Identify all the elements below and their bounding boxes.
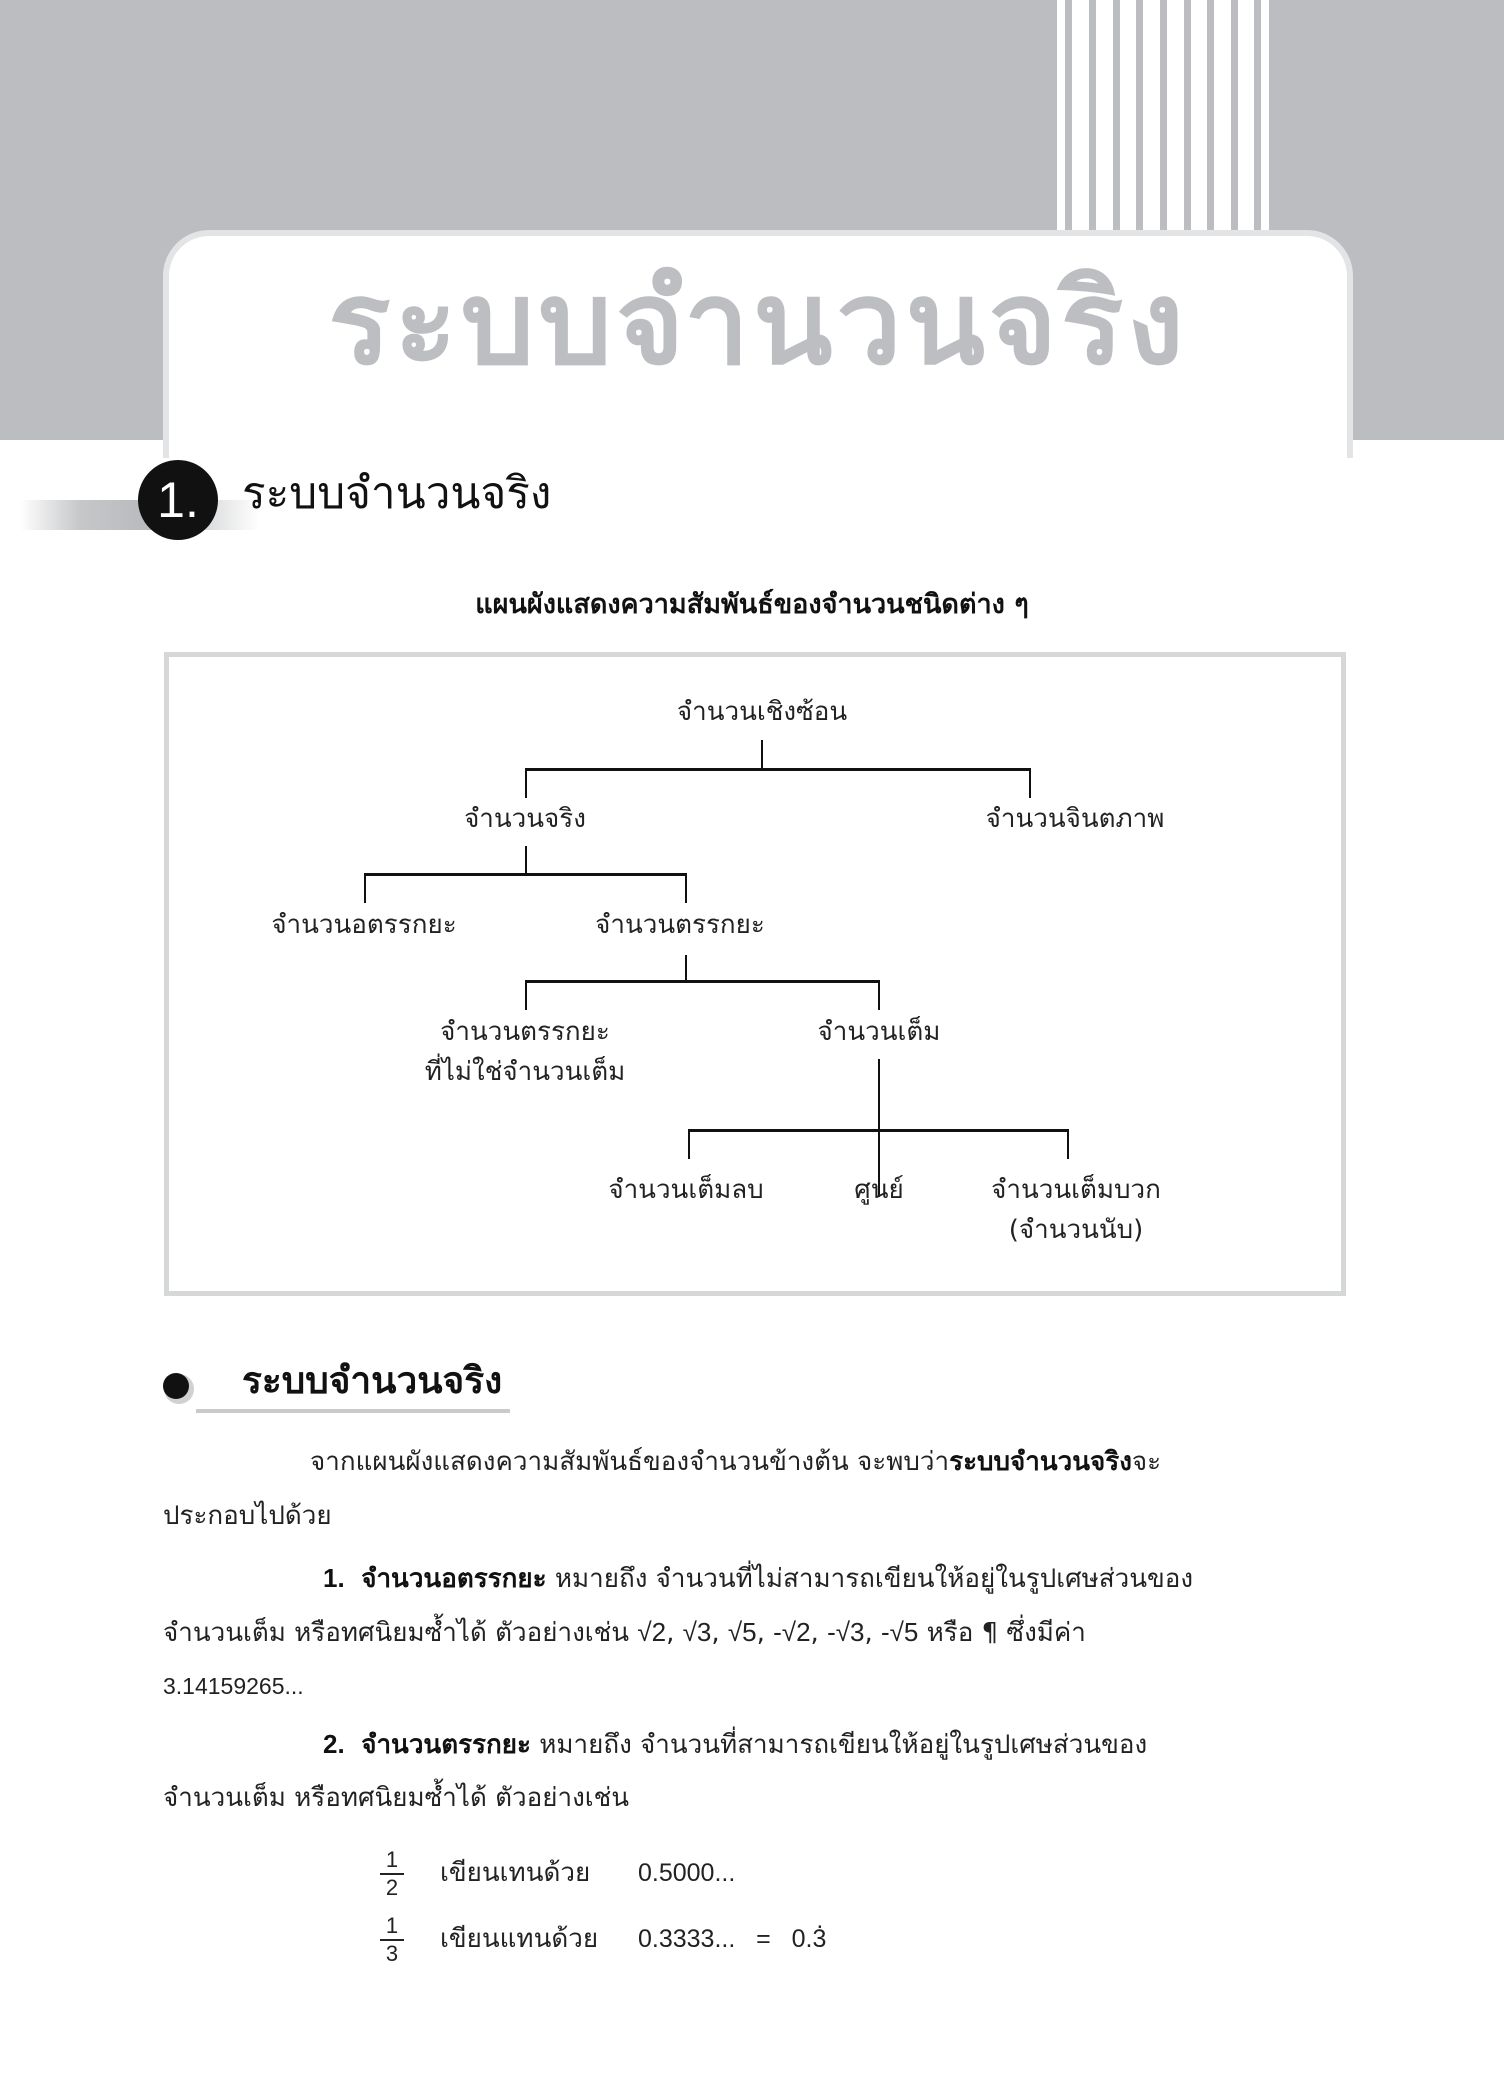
stripe <box>1231 0 1238 230</box>
number-hierarchy-diagram <box>164 652 1346 1296</box>
sqrt-2: √2 <box>637 1617 667 1647</box>
chapter-title-card <box>163 230 1353 458</box>
neg-sqrt-2: -√2 <box>773 1617 811 1647</box>
item1-term: จำนวนอตรรกยะ <box>361 1564 547 1594</box>
node-zero: ศูนย์ <box>854 1175 904 1205</box>
numerator: 1 <box>385 1847 399 1872</box>
node-irrational: จำนวนอตรรกยะ <box>271 910 457 940</box>
intro-text: จากแผนผังแสดงความสัมพันธ์ของจำนวนข้างต้น จะพบว่า <box>310 1447 950 1477</box>
item1-line3: 3.14159265... <box>163 1673 304 1699</box>
item2-line1 <box>323 1724 1147 1765</box>
neg-sqrt-5: -√5 <box>880 1617 919 1647</box>
bullet-icon <box>163 1373 189 1399</box>
stripe <box>1089 0 1096 230</box>
stripe <box>1136 0 1143 230</box>
item1-text: หรือ <box>918 1618 982 1648</box>
numerator: 1 <box>385 1913 399 1938</box>
subsection-underline <box>196 1409 510 1413</box>
decorative-stripes <box>1057 0 1269 230</box>
chapter-title: ระบบจำนวนจริง <box>328 256 1188 391</box>
connector <box>878 980 880 1010</box>
node-label-line1: จำนวนเต็มบวก <box>991 1175 1161 1205</box>
connector <box>525 980 527 1010</box>
connector <box>525 980 880 983</box>
node-label-line2: ที่ไม่ใช่จำนวนเต็ม <box>424 1057 626 1087</box>
stripe <box>1160 0 1167 230</box>
connector <box>525 768 527 798</box>
connector <box>685 873 687 903</box>
pi-symbol: ¶ <box>981 1618 999 1648</box>
example-text: เขียนเทนด้วย <box>440 1858 591 1888</box>
item1-line2: จำนวนเต็ม หรือทศนิยมซ้ำได้ ตัวอย่างเช่น √2, √3, √5, -√2, -√3, -√5 หรือ ¶ ซึ่งมีค่า <box>163 1617 1086 1648</box>
connector <box>688 1129 690 1159</box>
connector <box>1029 768 1031 798</box>
intro-text: จะ <box>1131 1447 1162 1477</box>
item1-definition: หมายถึง จำนวนที่ไม่สามารถเขียนให้อยู่ในรูปเศษส่วนของ <box>546 1564 1194 1594</box>
section-number-badge: 1. <box>138 460 218 540</box>
connector <box>685 955 687 983</box>
example-value <box>638 1919 826 1959</box>
intro-paragraph-line2: ประกอบไปด้วย <box>163 1501 332 1531</box>
stripe <box>1254 0 1261 230</box>
intro-paragraph-line1 <box>310 1442 1161 1482</box>
node-rational: จำนวนตรรกยะ <box>595 910 765 940</box>
node-complex: จำนวนเชิงซ้อน <box>676 697 848 727</box>
node-label-line2: (จำนวนนับ) <box>1008 1215 1144 1245</box>
repeating-digit: . 3 <box>812 1919 826 1959</box>
connector <box>364 873 366 903</box>
sqrt-3: √3 <box>682 1617 712 1647</box>
connector <box>525 846 527 876</box>
item1-text: จำนวนเต็ม หรือทศนิยมซ้ำได้ ตัวอย่างเช่น <box>163 1618 638 1648</box>
node-label-line1: จำนวนตรรกยะ <box>440 1017 610 1047</box>
neg-sqrt-3: -√3 <box>827 1617 865 1647</box>
item1-line1 <box>323 1558 1193 1599</box>
item2-definition: หมายถึง จำนวนที่สามารถเขียนให้อยู่ในรูปเศษส่วนของ <box>530 1730 1148 1760</box>
connector <box>761 740 763 770</box>
section-title: ระบบจำนวนจริง <box>242 469 552 518</box>
diagram-title: แผนผังแสดงความสัมพันธ์ของจำนวนชนิดต่าง ๆ <box>475 589 1029 620</box>
node-rational-non-integer <box>425 1012 626 1092</box>
denominator: 3 <box>385 1941 399 1966</box>
item1-text: ซึ่งมีค่า <box>998 1618 1086 1648</box>
connector <box>364 873 687 876</box>
item2-number: 2. <box>323 1729 345 1759</box>
node-negative-integer: จำนวนเต็มลบ <box>608 1175 764 1205</box>
item2-line2: จำนวนเต็ม หรือทศนิยมซ้ำได้ ตัวอย่างเช่น <box>163 1783 630 1813</box>
fraction-one-half <box>380 1848 404 1900</box>
denominator: 2 <box>385 1875 399 1900</box>
sqrt-5: √5 <box>727 1617 757 1647</box>
connector <box>525 768 1031 771</box>
stripe <box>1184 0 1191 230</box>
item1-number: 1. <box>323 1563 345 1593</box>
node-imaginary: จำนวนจินตภาพ <box>985 804 1165 834</box>
connector <box>688 1129 1069 1132</box>
item2-term: จำนวนตรรกยะ <box>361 1730 531 1760</box>
node-positive-integer <box>991 1170 1161 1250</box>
subsection-title: ระบบจำนวนจริง <box>242 1359 503 1402</box>
example-text: เขียนแทนด้วย <box>440 1924 599 1954</box>
fraction-one-third <box>380 1914 404 1966</box>
example-value: 0.5000... <box>638 1859 736 1887</box>
stripe <box>1207 0 1214 230</box>
node-integer: จำนวนเต็ม <box>817 1017 941 1047</box>
stripe <box>1065 0 1072 230</box>
node-real: จำนวนจริง <box>464 804 586 834</box>
repeating-decimal: 0.3333... = 0. <box>638 1925 813 1953</box>
intro-bold-term: ระบบจำนวนจริง <box>949 1447 1132 1477</box>
connector <box>1067 1129 1069 1159</box>
stripe <box>1113 0 1120 230</box>
